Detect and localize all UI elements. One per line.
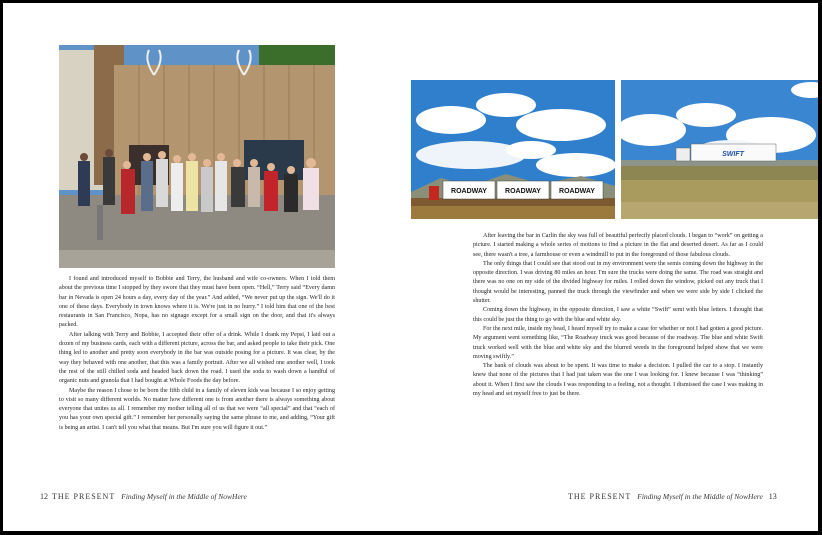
paragraph: Coming down the highway, in the opposite direction, I saw a white “Swift” semi with blue letters. I thought that this could be just the thing to go with the blue and white sky.: [473, 307, 763, 323]
page-number: 13: [768, 492, 777, 501]
truck-label: ROADWAY: [559, 188, 595, 195]
paragraph: I found and introduced myself to Bobbie and Terry, the husband and wife co-owners. When I told them about the previous time I stopped by they swore that they must have been open. “Hell,” Terry said “Every damn bar in Nevada is open 24 hours a day, every day of the year.” And added, “We never put up the sign. We'll do it one of these days. Everybody in town knows where it is. We're just in no hurry.” I told him that one of the best restaurants in San Francisco, Nopa, has no signage except for a small sign on the door, and that it's always packed.: [59, 276, 335, 329]
group-photo: [59, 45, 335, 268]
truck-label: ROADWAY: [505, 188, 541, 195]
right-page-text: [473, 232, 763, 399]
book-subtitle: Finding Myself in the Middle of NowHere: [637, 492, 763, 501]
book-subtitle: Finding Myself in the Middle of NowHere: [121, 492, 247, 501]
book-spread: [3, 3, 818, 531]
paragraph: The bank of clouds was about to be spent. It was time to make a decision. I pulled the car to a stop. I instantly knew that none of the pictures that I had just taken was the one I was looking for. I knew because I was “thinking” about it. When I first saw the clouds I was responding to a feeling, not a thought. I dismissed the case I was making in my head and set myself free to just be there.: [473, 363, 763, 398]
paragraph: The only things that I could see that stood out in my environment were the semis coming down the highway in the opposite direction. I was driving 80 miles an hour. I'm sure the trucks were doing the same. The road was straight and there was no one on my side of the divided highway for miles. I rolled down the window, picked out any truck that I thought would be interesting, panned the truck through the viewfinder and when we were side by side I clicked the shutter.: [473, 260, 763, 305]
truck-label: SWIFT: [722, 151, 744, 158]
book-title: THE PRESENT: [568, 492, 632, 501]
roadway-truck-photo: [411, 80, 615, 219]
right-page-footer: [568, 492, 777, 501]
left-page-footer: [40, 492, 247, 501]
truck-label: ROADWAY: [451, 188, 487, 195]
swift-truck-photo: [621, 80, 818, 219]
paragraph: For the next mile, inside my head, I heard myself try to make a case for whether or not I had gotten a good picture. My argument went something like, “The Roadway truck was good because of the roadway. The blue and white Swift truck worked well with the blue and white sky and the blurred weeds in the foreground helped show that we were moving swiftly.”: [473, 325, 763, 360]
paragraph: After talking with Terry and Bobbie, I accepted their offer of a drink. While I drank my Pepsi, I laid out a dozen of my business cards, each with a different picture, across the bar, and asked people to take their pick. One thing led to another and pretty soon everybody in the bar was outside posing for a picture. It was clear, by the way they behaved with one another, that this was a family portrait. After we all wished one another well, I took the rest of the still chilled soda and headed back down the road. I used the soda to wash down a handful of organic nuts and granola that I had bought at Whole Foods the day before.: [59, 331, 335, 385]
book-title: THE PRESENT: [52, 492, 116, 501]
left-page-text: [59, 275, 335, 433]
page-number: 12: [40, 492, 48, 501]
paragraph: Maybe the reason I chose to be born the fifth child in a family of eleven kids was because I so enjoy getting to visit so many different worlds. No matter how different one is from another there is always something about everyone that unites us all. I remember my mother telling all of us that we were “all special” and that “each of you has your own special gift.” I remember her personally saying the same phrase to me, and adding, “Your gift is being an artist. I can't tell you what that means. But I'm sure you will figure it out.”: [59, 387, 335, 431]
paragraph: After leaving the bar in Carlin the sky was full of beautiful perfectly placed clouds. I began to “work” on getting a picture. I started making a whole series of motions to find a picture in the flat and deserted desert. As far as I could see, there wasn't a tree, a farmhouse or even a windmill to put in the foreground of those fabulous clouds.: [473, 233, 763, 258]
